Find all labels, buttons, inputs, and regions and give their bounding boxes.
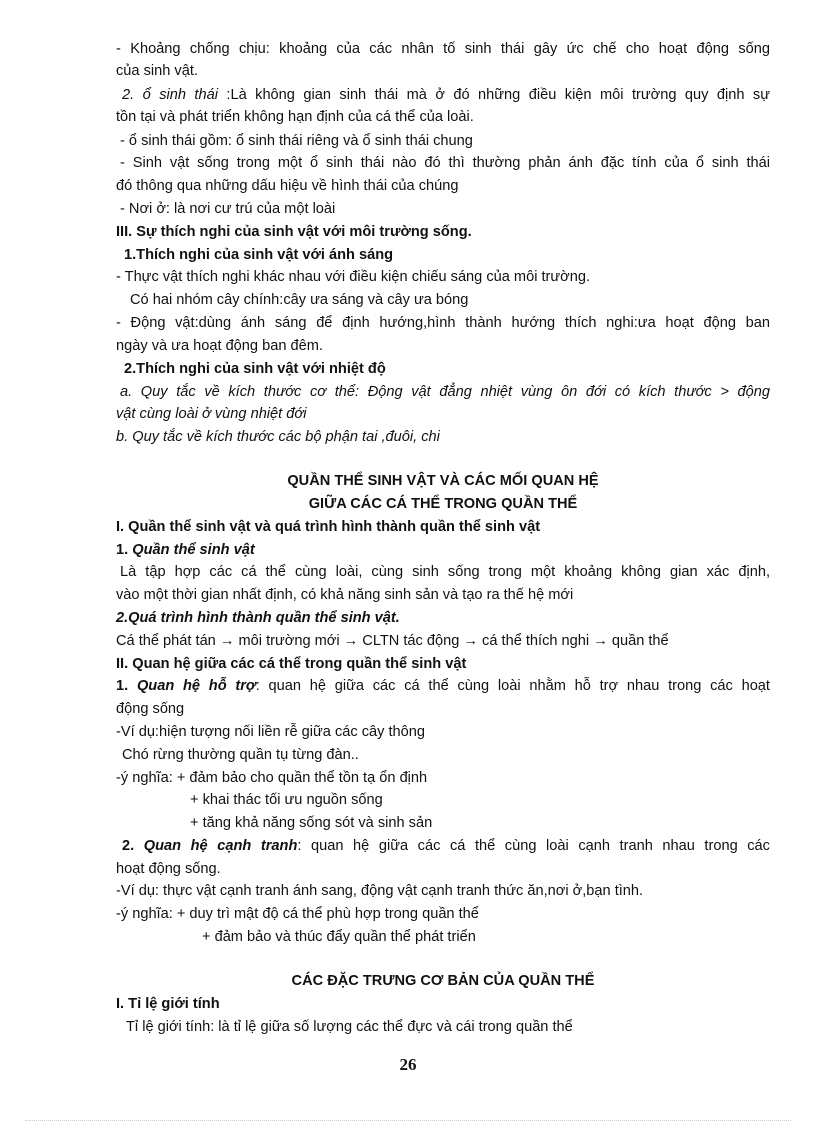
text-line: - Nơi ở: là nơi cư trú của một loài [120,201,336,217]
text-span: : quan hệ giữa các cá thể cùng loài nhằm hỗ trợ nhau trong các hoạt [255,678,770,694]
text-span: : quan hệ giữa các cá thể cùng loài cạnh tranh nhau trong các [297,838,770,854]
subsection-heading: 2.Quá trình hình thành quần thể sinh vật. [116,610,400,626]
chapter-title: CÁC ĐẶC TRƯNG CƠ BẢN CỦA QUẦN THỂ [291,973,595,989]
subsection-heading [116,540,255,560]
text-line: + tăng khả năng sống sót và sinh sản [190,815,433,831]
text-line: Chó rừng thường quần tụ từng đàn.. [122,747,359,763]
heading-text: Quan hệ cạnh tranh [143,838,298,854]
text-line [116,676,770,696]
text-line [122,836,770,856]
section-heading: II. Quan hệ giữa các cá thể trong quần thể sinh vật [116,656,467,672]
text-line: Tỉ lệ giới tính: là tỉ lệ giữa số lượng các thể đực và cái trong quần thể [126,1019,573,1035]
subsection-heading: 2.Thích nghi của sinh vật với nhiệt độ [124,361,386,377]
chapter-title: QUẦN THỂ SINH VẬT VÀ CÁC MỐI QUAN HỆ [287,473,599,489]
text-line: đó thông qua những dấu hiệu về hình thái của chúng [116,178,459,194]
page-divider [25,1120,791,1121]
text-line: vào một thời gian nhất định, có khả năng sinh sản và tạo ra thế hệ mới [116,587,574,603]
text-line: -Ví dụ:hiện tượng nối liền rễ giữa các cây thông [116,724,425,740]
text-line: - Thực vật thích nghi khác nhau với điều kiện chiếu sáng của môi trường. [116,269,591,285]
chapter-title: GIỮA CÁC CÁ THỂ TRONG QUẦN THỂ [308,496,578,512]
text-span: :Là không gian sinh thái mà ở đó những điều kiện môi trường quy định sự [226,87,770,103]
text-line: -Ví dụ: thực vật cạnh tranh ánh sang, động vật cạnh tranh thức ăn,nơi ở,bạn tình. [116,883,644,899]
text-line: - Sinh vật sống trong một ổ sinh thái nào đó thì thường phản ánh đặc tính của ổ sinh thái [120,155,770,171]
page-number: 26 [399,1055,417,1074]
text-line: - ổ sinh thái gồm: ổ sinh thái riêng và ổ sinh thái chung [120,133,473,149]
text-line: a. Quy tắc về kích thước cơ thể: Động vật đẳng nhiệt vùng ôn đới có kích thước > động [120,384,770,400]
text-line [122,85,770,105]
heading-number: 1. [116,678,129,694]
text-line: hoạt động sống. [116,861,221,877]
text-line: Là tập hợp các cá thể cùng loài, cùng sinh sống trong một khoảng không gian xác định, [120,564,770,580]
text-line: b. Quy tắc về kích thước các bộ phận tai ,đuôi, chi [116,429,440,445]
section-heading: III. Sự thích nghi của sinh vật với môi trường sống. [116,224,472,240]
heading-number: 2. [122,838,135,854]
italic-heading: 2. ổ sinh thái [122,87,218,103]
text-line: -ý nghĩa: + đảm bảo cho quần thể tồn tạ ổn định [116,770,428,786]
section-heading: I. Quần thể sinh vật và quá trình hình thành quần thể sinh vật [116,519,541,535]
heading-number: 1. [116,542,129,558]
subsection-heading: 1.Thích nghi của sinh vật với ánh sáng [124,247,394,263]
text-line: động sống [116,701,185,717]
section-heading: I. Tỉ lệ giới tính [116,996,220,1012]
text-line: của sinh vật. [116,63,198,79]
text-line: + khai thác tối ưu nguồn sống [190,792,383,808]
text-line: Có hai nhóm cây chính:cây ưa sáng và cây ưa bóng [130,292,469,308]
text-line: + đảm bảo và thúc đẩy quần thể phát triển [202,929,476,945]
heading-text: Quan hệ hỗ trợ [136,678,256,694]
text-line: tồn tại và phát triển không hạn định của cá thể của loài. [116,109,474,125]
text-line: Cá thể phát tán → môi trường mới → CLTN tác động → cá thể thích nghi → quần thể [116,633,669,649]
text-line: ngày và ưa hoạt động ban đêm. [116,338,323,354]
text-line: -ý nghĩa: + duy trì mật độ cá thể phù hợp trong quần thể [116,906,479,922]
heading-text: Quần thể sinh vật [132,542,255,558]
text-line: - Khoảng chống chịu: khoảng của các nhân tố sinh thái gây ức chế cho hoạt động sống [116,41,770,57]
text-line: vật cùng loài ở vùng nhiệt đới [116,406,307,422]
text-line: - Động vật:dùng ánh sáng để định hướng,hình thành hướng thích nghi:ưa hoạt động ban [116,315,770,331]
